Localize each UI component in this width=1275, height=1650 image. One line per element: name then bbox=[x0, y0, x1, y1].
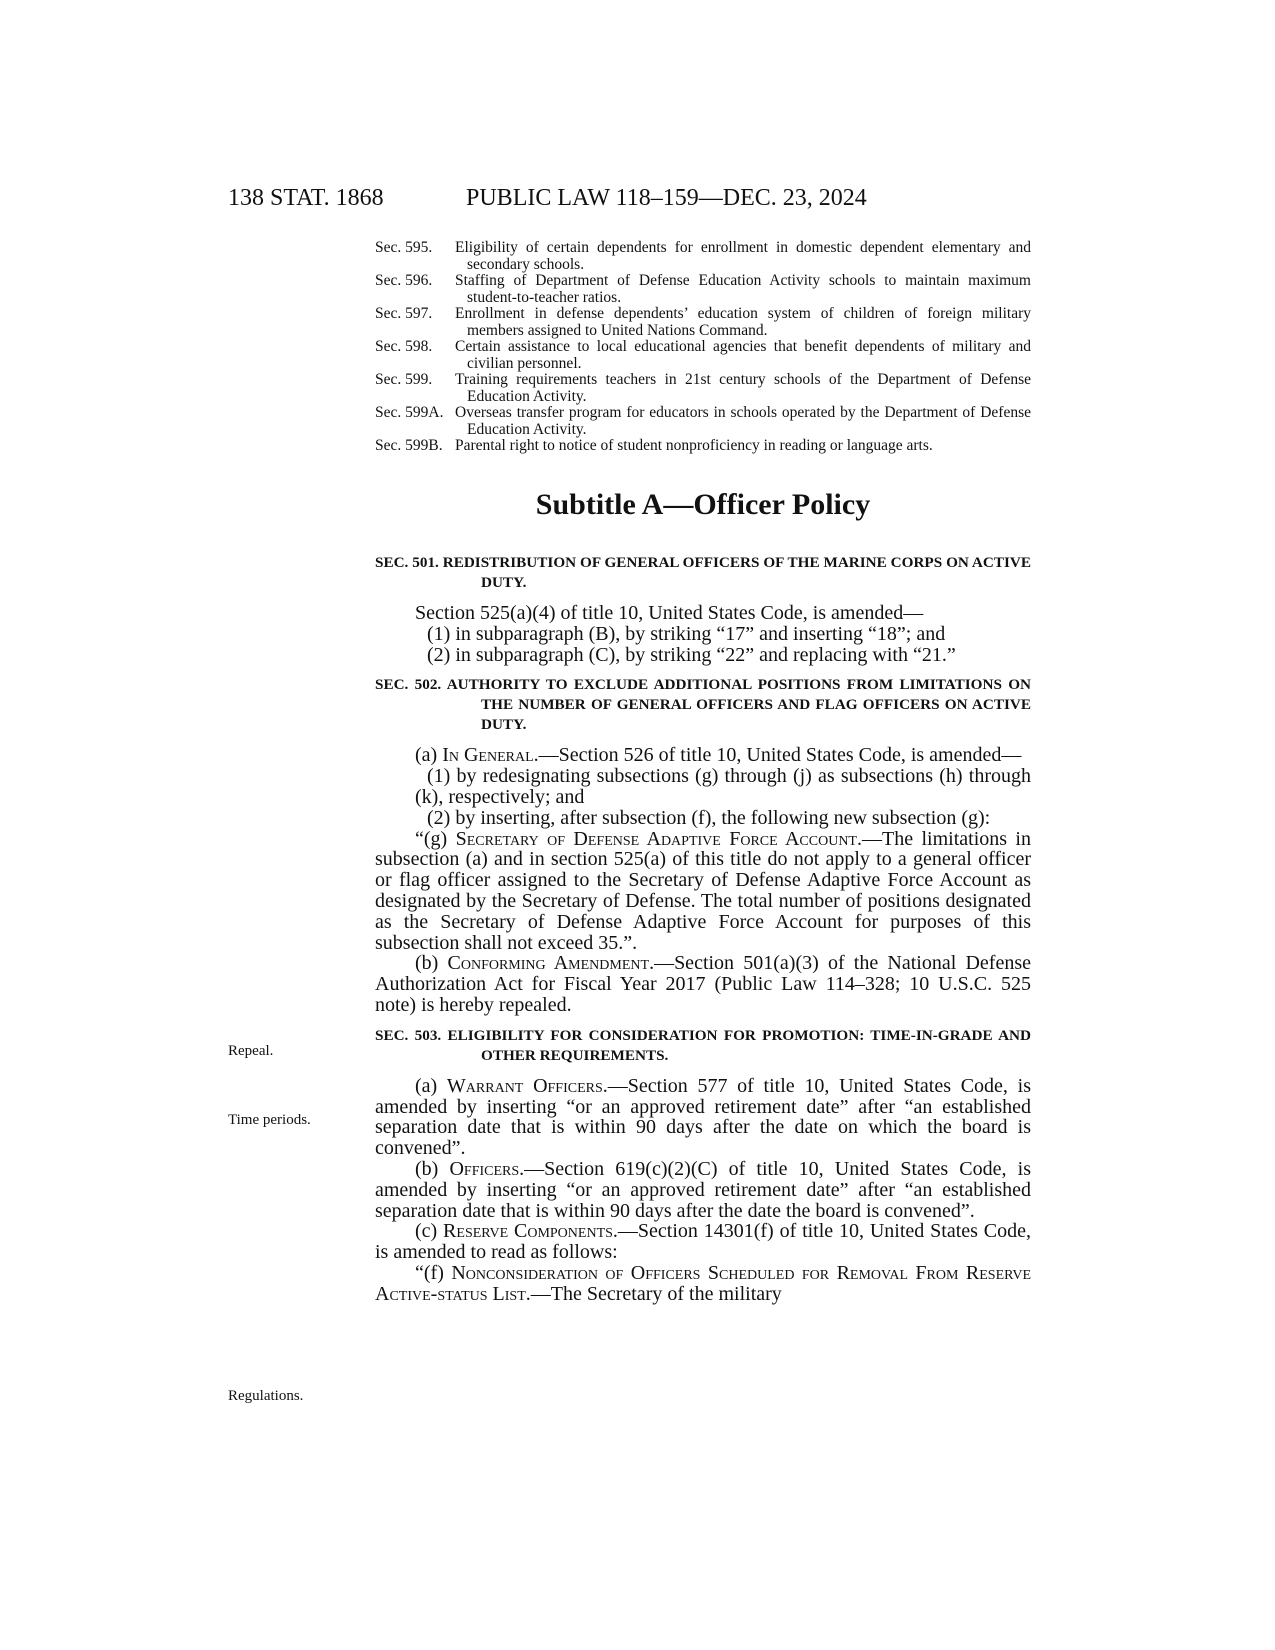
subsection-text: .—Section 619(c)(2)(C) of title 10, United States Code, is amended by inserting “or an approved retirement date” after “an established separation date that is within 90 days after the date the board is convened”. bbox=[375, 1157, 1031, 1222]
toc-entry bbox=[375, 306, 1031, 339]
subsection-label: (a) bbox=[415, 1074, 447, 1097]
toc-section-number: Sec. 596. bbox=[375, 272, 433, 289]
section-503-subsection-b bbox=[375, 1159, 1031, 1221]
section-502-quoted-subsection-g bbox=[375, 829, 1031, 954]
toc-section-title: Overseas transfer program for educators in schools operated by the Department of Defense Education Activity. bbox=[455, 404, 1031, 438]
subsection-label: (b) bbox=[415, 952, 448, 975]
section-502-item-2: (2) by inserting, after subsection (f), the following new subsection (g): bbox=[427, 806, 991, 829]
document-body bbox=[375, 553, 1031, 1305]
subsection-caption: Conforming Amendment bbox=[447, 952, 650, 975]
subsection-text: .—Section 501(a)(3) of the National Defense Authorization Act for Fiscal Year 2017 (Public Law 114–328; 10 U.S.C. 525 note) is hereby repealed. bbox=[375, 952, 1031, 1016]
subsection-caption: Reserve Components bbox=[443, 1220, 613, 1243]
subsection-label: (c) bbox=[415, 1220, 444, 1243]
toc-section-title: Enrollment in defense dependents’ education system of children of foreign military members assigned to United Nations Command. bbox=[455, 305, 1031, 339]
running-head: PUBLIC LAW 118–159—DEC. 23, 2024 bbox=[466, 185, 867, 211]
subsection-label: “(g) bbox=[415, 827, 456, 850]
section-502-item-1: (1) by redesignating subsections (g) through (j) as subsections (h) through (k), respectively; and bbox=[415, 765, 1031, 808]
page-header bbox=[228, 185, 1028, 219]
section-502-heading: SEC. 502. AUTHORITY TO EXCLUDE ADDITIONAL POSITIONS FROM LIMITATIONS ON THE NUMBER OF GENERAL OFFICERS AND FLAG OFFICERS ON ACTIVE DUTY. bbox=[375, 676, 1031, 734]
section-502-subsection-a bbox=[375, 745, 1031, 766]
subsection-caption: Officers bbox=[449, 1157, 520, 1180]
toc-section-title: Eligibility of certain dependents for enrollment in domestic dependent elementary and secondary schools. bbox=[455, 239, 1031, 273]
margin-note-time-periods: Time periods. bbox=[228, 1112, 311, 1128]
subsection-label: “(f) bbox=[415, 1261, 452, 1284]
section-501-item-2: (2) in subparagraph (C), by striking “22” and replacing with “21.” bbox=[427, 643, 956, 666]
toc-entry bbox=[375, 438, 1031, 455]
section-503-subsection-c bbox=[375, 1221, 1031, 1263]
toc-section-number: Sec. 597. bbox=[375, 305, 433, 322]
toc-section-number: Sec. 595. bbox=[375, 239, 433, 256]
section-503-quoted-subsection-f bbox=[375, 1263, 1031, 1305]
section-501-item-1: (1) in subparagraph (B), by striking “17” and inserting “18”; and bbox=[427, 622, 946, 645]
toc-section-number: Sec. 599B. bbox=[375, 437, 443, 454]
toc-section-number: Sec. 599. bbox=[375, 371, 433, 388]
section-503-subsection-a bbox=[375, 1076, 1031, 1159]
section-502-subsection-b bbox=[375, 953, 1031, 1015]
section-503-heading: SEC. 503. ELIGIBILITY FOR CONSIDERATION FOR PROMOTION: TIME-IN-GRADE AND OTHER REQUIREMENTS. bbox=[375, 1026, 1031, 1064]
subsection-label: (a) bbox=[415, 744, 443, 767]
subsection-caption: Nonconsideration of Officers Scheduled for Removal From Reserve Active-status List bbox=[375, 1261, 1032, 1305]
subtitle-heading: Subtitle A—Officer Policy bbox=[535, 488, 871, 521]
margin-note-regulations: Regulations. bbox=[228, 1388, 304, 1404]
table-of-contents bbox=[375, 240, 1031, 455]
subsection-caption: In General bbox=[442, 744, 534, 767]
toc-entry bbox=[375, 372, 1031, 405]
statute-citation: 138 STAT. 1868 bbox=[228, 185, 384, 211]
subsection-caption: Secretary of Defense Adaptive Force Account bbox=[455, 827, 857, 850]
section-501-intro: Section 525(a)(4) of title 10, United States Code, is amended— bbox=[415, 602, 924, 624]
subsection-caption: Warrant Officers bbox=[446, 1074, 603, 1097]
toc-entry bbox=[375, 240, 1031, 273]
section-501-heading: SEC. 501. REDISTRIBUTION OF GENERAL OFFICERS OF THE MARINE CORPS ON ACTIVE DUTY. bbox=[375, 554, 1031, 591]
subsection-text: .—The limitations in subsection (a) and in section 525(a) of this title do not apply to a general officer or flag officer assigned to the Secretary of Defense Adaptive Force Account as designated by the Secretary of Defense. The total number of positions designated as the Secretary of Defense Adaptive Force Account for purposes of this subsection shall not exceed 35.”. bbox=[375, 827, 1031, 954]
toc-entry bbox=[375, 405, 1031, 438]
toc-entry bbox=[375, 273, 1031, 306]
toc-entry bbox=[375, 339, 1031, 372]
toc-section-title: Training requirements teachers in 21st century schools of the Department of Defense Education Activity. bbox=[455, 371, 1031, 405]
toc-section-title: Staffing of Department of Defense Education Activity schools to maintain maximum student-to-teacher ratios. bbox=[455, 272, 1031, 306]
toc-section-title: Certain assistance to local educational agencies that benefit dependents of military and civilian personnel. bbox=[455, 338, 1031, 372]
toc-section-number: Sec. 599A. bbox=[375, 404, 444, 421]
subsection-text: .—Section 526 of title 10, United States Code, is amended— bbox=[533, 744, 1022, 767]
toc-section-number: Sec. 598. bbox=[375, 338, 433, 355]
subsection-text: .—The Secretary of the military bbox=[525, 1282, 782, 1305]
subsection-text: .—Section 14301(f) of title 10, United States Code, is amended to read as follows: bbox=[375, 1220, 1031, 1264]
margin-note-repeal: Repeal. bbox=[228, 1043, 274, 1059]
subsection-label: (b) bbox=[415, 1157, 450, 1180]
subsection-text: .—Section 577 of title 10, United States Code, is amended by inserting “or an approved retirement date” after “an established separation date that is within 90 days after the date on which the board is convened”. bbox=[375, 1074, 1031, 1160]
toc-section-title: Parental right to notice of student nonproficiency in reading or language arts. bbox=[455, 437, 933, 454]
